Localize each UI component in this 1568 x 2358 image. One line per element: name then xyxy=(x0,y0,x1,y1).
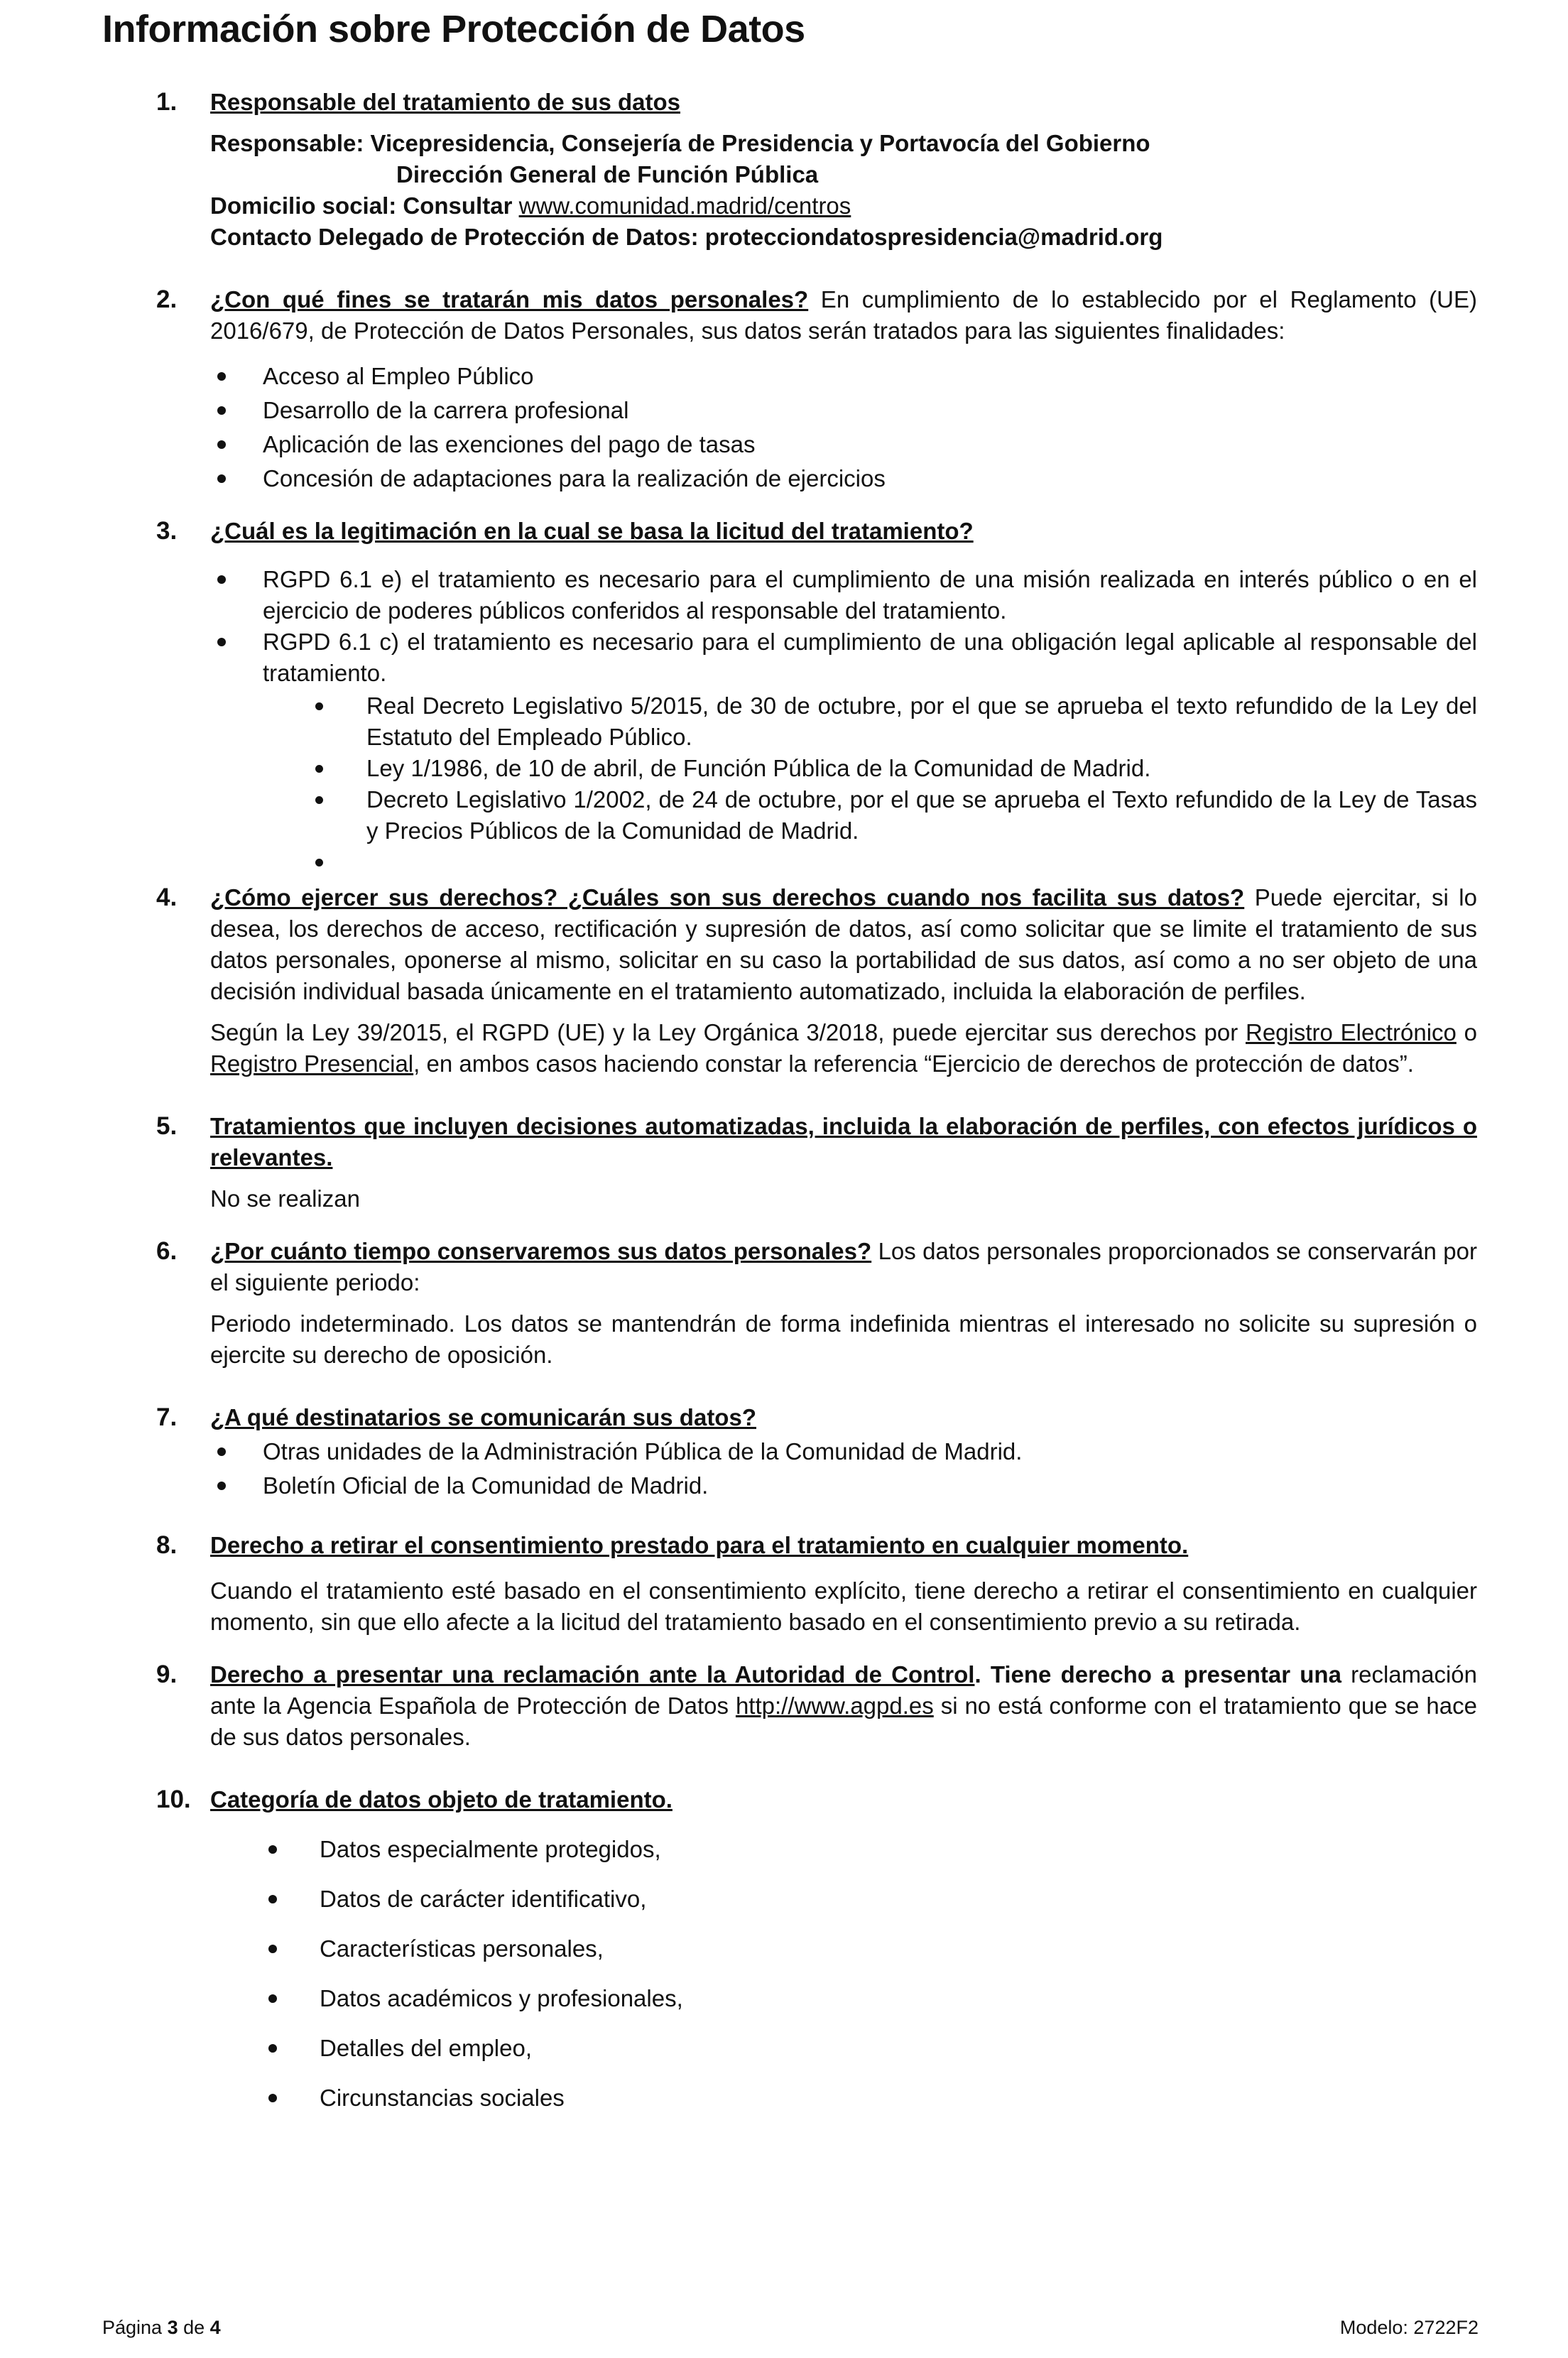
section-paragraph xyxy=(210,882,1477,1007)
centros-link[interactable]: www.comunidad.madrid/centros xyxy=(518,192,851,219)
list-item: Aplicación de las exenciones del pago de tasas xyxy=(210,429,1477,460)
list-item: RGPD 6.1 e) el tratamiento es necesario para el cumplimiento de una misión realizada en interés público o en el ejercicio de poderes públicos conferidos al responsable del tratamiento. xyxy=(210,564,1477,626)
section-number: 8. xyxy=(156,1531,178,1559)
responsable-block xyxy=(210,128,1477,253)
section-paragraph xyxy=(210,1659,1477,1753)
section-heading: ¿Por cuánto tiempo conservaremos sus datos personales? xyxy=(210,1238,872,1264)
section-bold-text: . Tiene derecho a presentar una xyxy=(974,1661,1341,1688)
section-heading: ¿Cómo ejercer sus derechos? ¿Cuáles son sus derechos cuando nos facilita sus datos? xyxy=(210,884,1245,911)
section-text-end: si no está conforme con el tratamiento que se hace de sus datos personales. xyxy=(210,1693,1477,1750)
section-heading: ¿A qué destinatarios se comunicarán sus datos? xyxy=(210,1404,756,1430)
section-number: 5. xyxy=(156,1112,178,1140)
section-number: 3. xyxy=(156,517,178,545)
list-item: Desarrollo de la carrera profesional xyxy=(210,395,1477,426)
section-7 xyxy=(156,1402,1477,1501)
registro-presencial-link[interactable]: Registro Presencial xyxy=(210,1050,414,1077)
section-number: 10. xyxy=(156,1786,191,1813)
list-item: Otras unidades de la Administración Pública de la Comunidad de Madrid. xyxy=(210,1436,1477,1467)
page-number xyxy=(102,2317,221,2339)
section-number: 9. xyxy=(156,1661,178,1688)
list-item: Datos académicos y profesionales, xyxy=(210,1983,1477,2014)
paragraph-text: , en ambos casos haciendo constar la referencia “Ejercicio de derechos de protección de datos”. xyxy=(413,1050,1414,1077)
agpd-link[interactable]: http://www.agpd.es xyxy=(735,1693,934,1719)
page-current: 3 xyxy=(167,2317,178,2338)
list-item: Datos especialmente protegidos, xyxy=(210,1834,1477,1865)
section-1 xyxy=(156,87,1477,253)
section-heading: Categoría de datos objeto de tratamiento. xyxy=(210,1786,673,1813)
legitimation-list xyxy=(210,564,1477,878)
section-10 xyxy=(156,1784,1477,2114)
laws-sublist xyxy=(263,690,1477,878)
domicilio-label: Domicilio social: Consultar xyxy=(210,192,519,219)
section-2 xyxy=(156,284,1477,494)
sublist-item: Real Decreto Legislativo 5/2015, de 30 de octubre, por el que se aprueba el texto refundido de la Ley del Estatuto del Empleado Público. xyxy=(263,690,1477,753)
section-number: 1. xyxy=(156,88,178,116)
section-6 xyxy=(156,1236,1477,1371)
list-item: Concesión de adaptaciones para la realización de ejercicios xyxy=(210,463,1477,494)
contacto-line: Contacto Delegado de Protección de Datos: protecciondatospresidencia@madrid.org xyxy=(210,224,1163,250)
page-label: Página xyxy=(102,2317,168,2338)
model-number: Modelo: 2722F2 xyxy=(1339,2317,1479,2338)
page-title: Información sobre Protección de Datos xyxy=(102,8,805,50)
section-number: 2. xyxy=(156,286,178,313)
section-number: 4. xyxy=(156,884,178,911)
list-item: Detalles del empleo, xyxy=(210,2033,1477,2064)
page-of: de xyxy=(178,2317,210,2338)
section-paragraph-2: Periodo indeterminado. Los datos se mantendrán de forma indefinida mientras el interesado no solicite su supresión o ejercite su derecho de oposición. xyxy=(210,1310,1477,1368)
sublist-item: Decreto Legislativo 1/2002, de 24 de octubre, por el que se aprueba el Texto refundido de la Ley de Tasas y Precios Públicos de la Comunidad de Madrid. xyxy=(263,784,1477,847)
section-number: 6. xyxy=(156,1237,178,1265)
list-item-text: RGPD 6.1 c) el tratamiento es necesario para el cumplimiento de una obligación legal aplicable al responsable del tratamiento. xyxy=(263,629,1477,686)
direccion-line: Dirección General de Función Pública xyxy=(396,161,819,188)
responsable-line: Responsable: Vicepresidencia, Consejería de Presidencia y Portavocía del Gobierno xyxy=(210,130,1150,156)
section-text: En cumplimiento de lo establecido por el Reglamento (UE) 2016/679, de Protección de Datos Personales, sus datos serán tratados para las siguientes finalidades: xyxy=(210,286,1477,344)
section-text: reclamación ante la Agencia Española de Protección de Datos xyxy=(210,1661,1478,1719)
page-total: 4 xyxy=(209,2317,221,2338)
section-paragraph xyxy=(210,284,1477,347)
section-heading: Responsable del tratamiento de sus datos xyxy=(210,89,680,115)
paragraph-text: o xyxy=(1456,1019,1477,1045)
document-body xyxy=(156,87,1477,2135)
list-item: Características personales, xyxy=(210,1933,1477,1965)
section-heading: Derecho a presentar una reclamación ante la Autoridad de Control xyxy=(210,1661,975,1688)
section-heading: Derecho a retirar el consentimiento prestado para el tratamiento en cualquier momento. xyxy=(210,1532,1189,1558)
categories-list xyxy=(210,1834,1477,2114)
domicilio-line xyxy=(210,190,1477,222)
list-item: Datos de carácter identificativo, xyxy=(210,1884,1477,1915)
section-9 xyxy=(156,1659,1477,1753)
section-8 xyxy=(156,1530,1477,1638)
registro-electronico-link[interactable]: Registro Electrónico xyxy=(1245,1019,1457,1045)
section-number: 7. xyxy=(156,1403,178,1431)
sublist-item: Ley 1/1986, de 10 de abril, de Función Pública de la Comunidad de Madrid. xyxy=(263,753,1477,784)
section-heading: ¿Cuál es la legitimación en la cual se basa la licitud del tratamiento? xyxy=(210,518,974,544)
recipients-list xyxy=(210,1436,1477,1501)
section-3 xyxy=(156,516,1477,878)
sublist-item-empty xyxy=(263,847,1477,878)
paragraph-text: Según la Ley 39/2015, el RGPD (UE) y la Ley Orgánica 3/2018, puede ejercitar sus derechos por xyxy=(210,1019,1246,1045)
section-heading: ¿Con qué fines se tratarán mis datos personales? xyxy=(210,286,809,313)
section-text: Cuando el tratamiento esté basado en el consentimiento explícito, tiene derecho a retirar el consentimiento en cualquier momento, sin que ello afecte a la licitud del tratamiento basado en el consentimiento previo a su retirada. xyxy=(210,1577,1477,1635)
section-heading: Tratamientos que incluyen decisiones automatizadas, incluida la elaboración de perfiles, con efectos jurídicos o relevantes. xyxy=(210,1113,1477,1170)
section-5 xyxy=(156,1111,1477,1215)
section-paragraph-2 xyxy=(210,1017,1477,1080)
list-item xyxy=(210,626,1477,878)
section-4 xyxy=(156,882,1477,1080)
list-item: Boletín Oficial de la Comunidad de Madrid. xyxy=(210,1470,1477,1501)
list-item: Acceso al Empleo Público xyxy=(210,361,1477,392)
section-paragraph xyxy=(210,1236,1477,1298)
section-text: Los datos personales proporcionados se conservarán por el siguiente periodo: xyxy=(210,1238,1477,1295)
list-item: Circunstancias sociales xyxy=(210,2082,1477,2114)
section-text: Puede ejercitar, si lo desea, los derechos de acceso, rectificación y supresión de datos, así como solicitar que se limite el tratamiento de sus datos personales, oponerse al mismo, solicitar en su caso la portabilidad de sus datos, así como a no ser objeto de una decisión individual basada únicamente en el tratamiento automatizado, incluida la elaboración de perfiles. xyxy=(210,884,1477,1004)
section-text: No se realizan xyxy=(210,1185,360,1212)
purposes-list xyxy=(210,361,1477,494)
